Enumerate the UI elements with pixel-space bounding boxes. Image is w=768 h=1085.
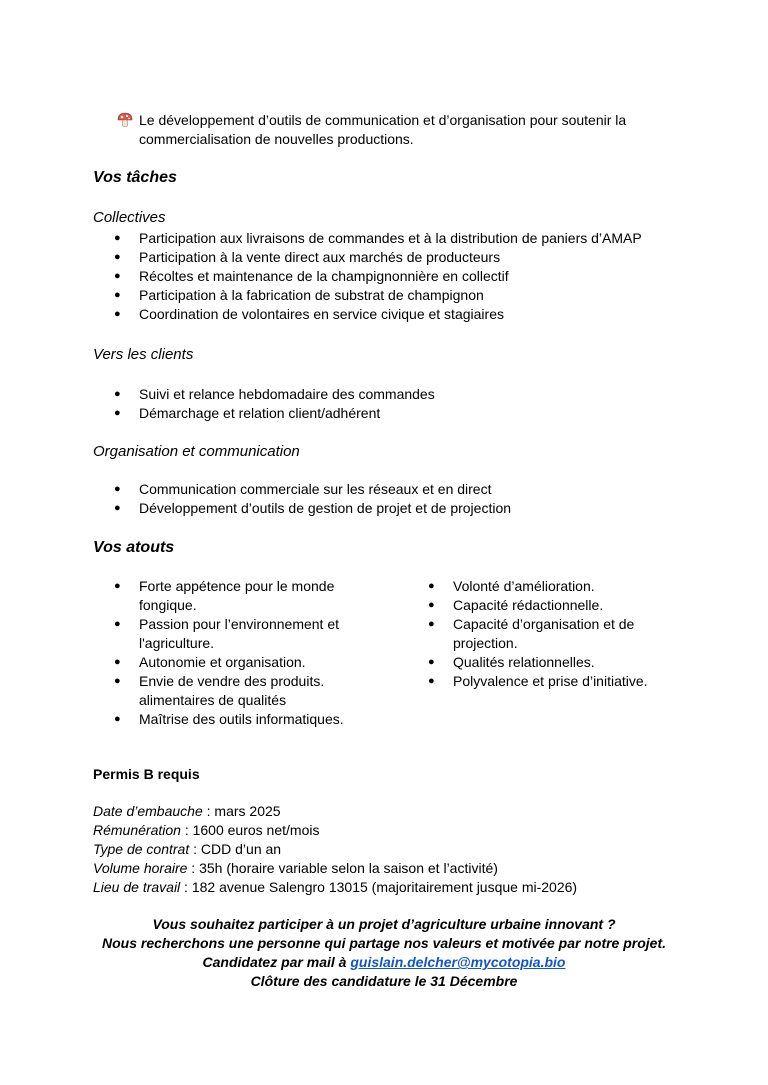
- list-item: ● Capacité d’organisation et de projection.: [407, 615, 687, 653]
- list-item: ● Suivi et relance hebdomadaire des commandes: [93, 385, 733, 404]
- list-item: ● Développement d’outils de gestion de projet et de projection: [93, 499, 733, 518]
- subheading-organisation: Organisation et communication: [93, 443, 300, 460]
- list-item: ● Envie de vendre des produits. alimentaires de qualités: [93, 672, 373, 710]
- subheading-vers-les-clients: Vers les clients: [93, 346, 194, 363]
- cta-line-2: Nous recherchons une personne qui partage nos valeurs et motivée par notre projet.: [101, 935, 667, 951]
- condition-row: Date d’embauche : mars 2025: [93, 803, 281, 819]
- list-item: ● Coordination de volontaires en service civique et stagiaires: [93, 305, 733, 324]
- list-item: ● Participation aux livraisons de commandes et à la distribution de paniers d’AMAP: [93, 229, 733, 248]
- list-item: ● Passion pour l’environnement et l'agriculture.: [93, 615, 373, 653]
- condition-row: Volume horaire : 35h (horaire variable selon la saison et l’activité): [93, 860, 498, 876]
- atouts-left-list: [93, 577, 373, 729]
- email-link[interactable]: guislain.delcher@mycotopia.bio: [350, 954, 566, 970]
- list-item: ● Participation à la fabrication de substrat de champignon: [93, 286, 733, 305]
- permis-requirement: Permis B requis: [93, 766, 200, 782]
- heading-vos-atouts: Vos atouts: [93, 539, 175, 556]
- list-item: ● Maîtrise des outils informatiques.: [93, 710, 373, 729]
- cta-line-3: Candidatez par mail à guislain.delcher@mycotopia.bio: [202, 954, 566, 970]
- subheading-collectives: Collectives: [93, 209, 166, 226]
- mushroom-icon: [117, 112, 133, 128]
- atouts-right-list: [407, 577, 687, 691]
- list-item: ● Qualités relationnelles.: [407, 653, 687, 672]
- cta-line-1: Vous souhaitez participer à un projet d’agriculture urbaine innovant ?: [152, 916, 616, 932]
- conditions-block: [93, 802, 733, 897]
- list-item: ● Capacité rédactionnelle.: [407, 596, 687, 615]
- list-item: ● Démarchage et relation client/adhérent: [93, 404, 733, 423]
- condition-row: Type de contrat : CDD d’un an: [93, 841, 282, 857]
- list-item: ● Volonté d’amélioration.: [407, 577, 687, 596]
- call-to-action: [0, 915, 768, 991]
- list-item: ● Communication commerciale sur les réseaux et en direct: [93, 480, 733, 499]
- condition-row: Rémunération : 1600 euros net/mois: [93, 822, 320, 838]
- intro-line-2: commercialisation de nouvelles productions.: [139, 131, 414, 147]
- intro-paragraph: [117, 111, 717, 149]
- intro-line-1: Le développement d’outils de communication et d’organisation pour soutenir la: [139, 112, 627, 128]
- list-item: ● Récoltes et maintenance de la champignonnière en collectif: [93, 267, 733, 286]
- cta-line-4: Clôture des candidature le 31 Décembre: [250, 973, 518, 989]
- list-item: ● Participation à la vente direct aux marchés de producteurs: [93, 248, 733, 267]
- list-item: ● Autonomie et organisation.: [93, 653, 373, 672]
- clients-list: [93, 385, 733, 423]
- organisation-list: [93, 480, 733, 518]
- collectives-list: [93, 229, 733, 324]
- list-item: ● Polyvalence et prise d’initiative.: [407, 672, 687, 691]
- list-item: ● Forte appétence pour le monde fongique.: [93, 577, 373, 615]
- heading-vos-taches: Vos tâches: [93, 169, 177, 186]
- condition-row: Lieu de travail : 182 avenue Salengro 13015 (majoritairement jusque mi-2026): [93, 879, 578, 895]
